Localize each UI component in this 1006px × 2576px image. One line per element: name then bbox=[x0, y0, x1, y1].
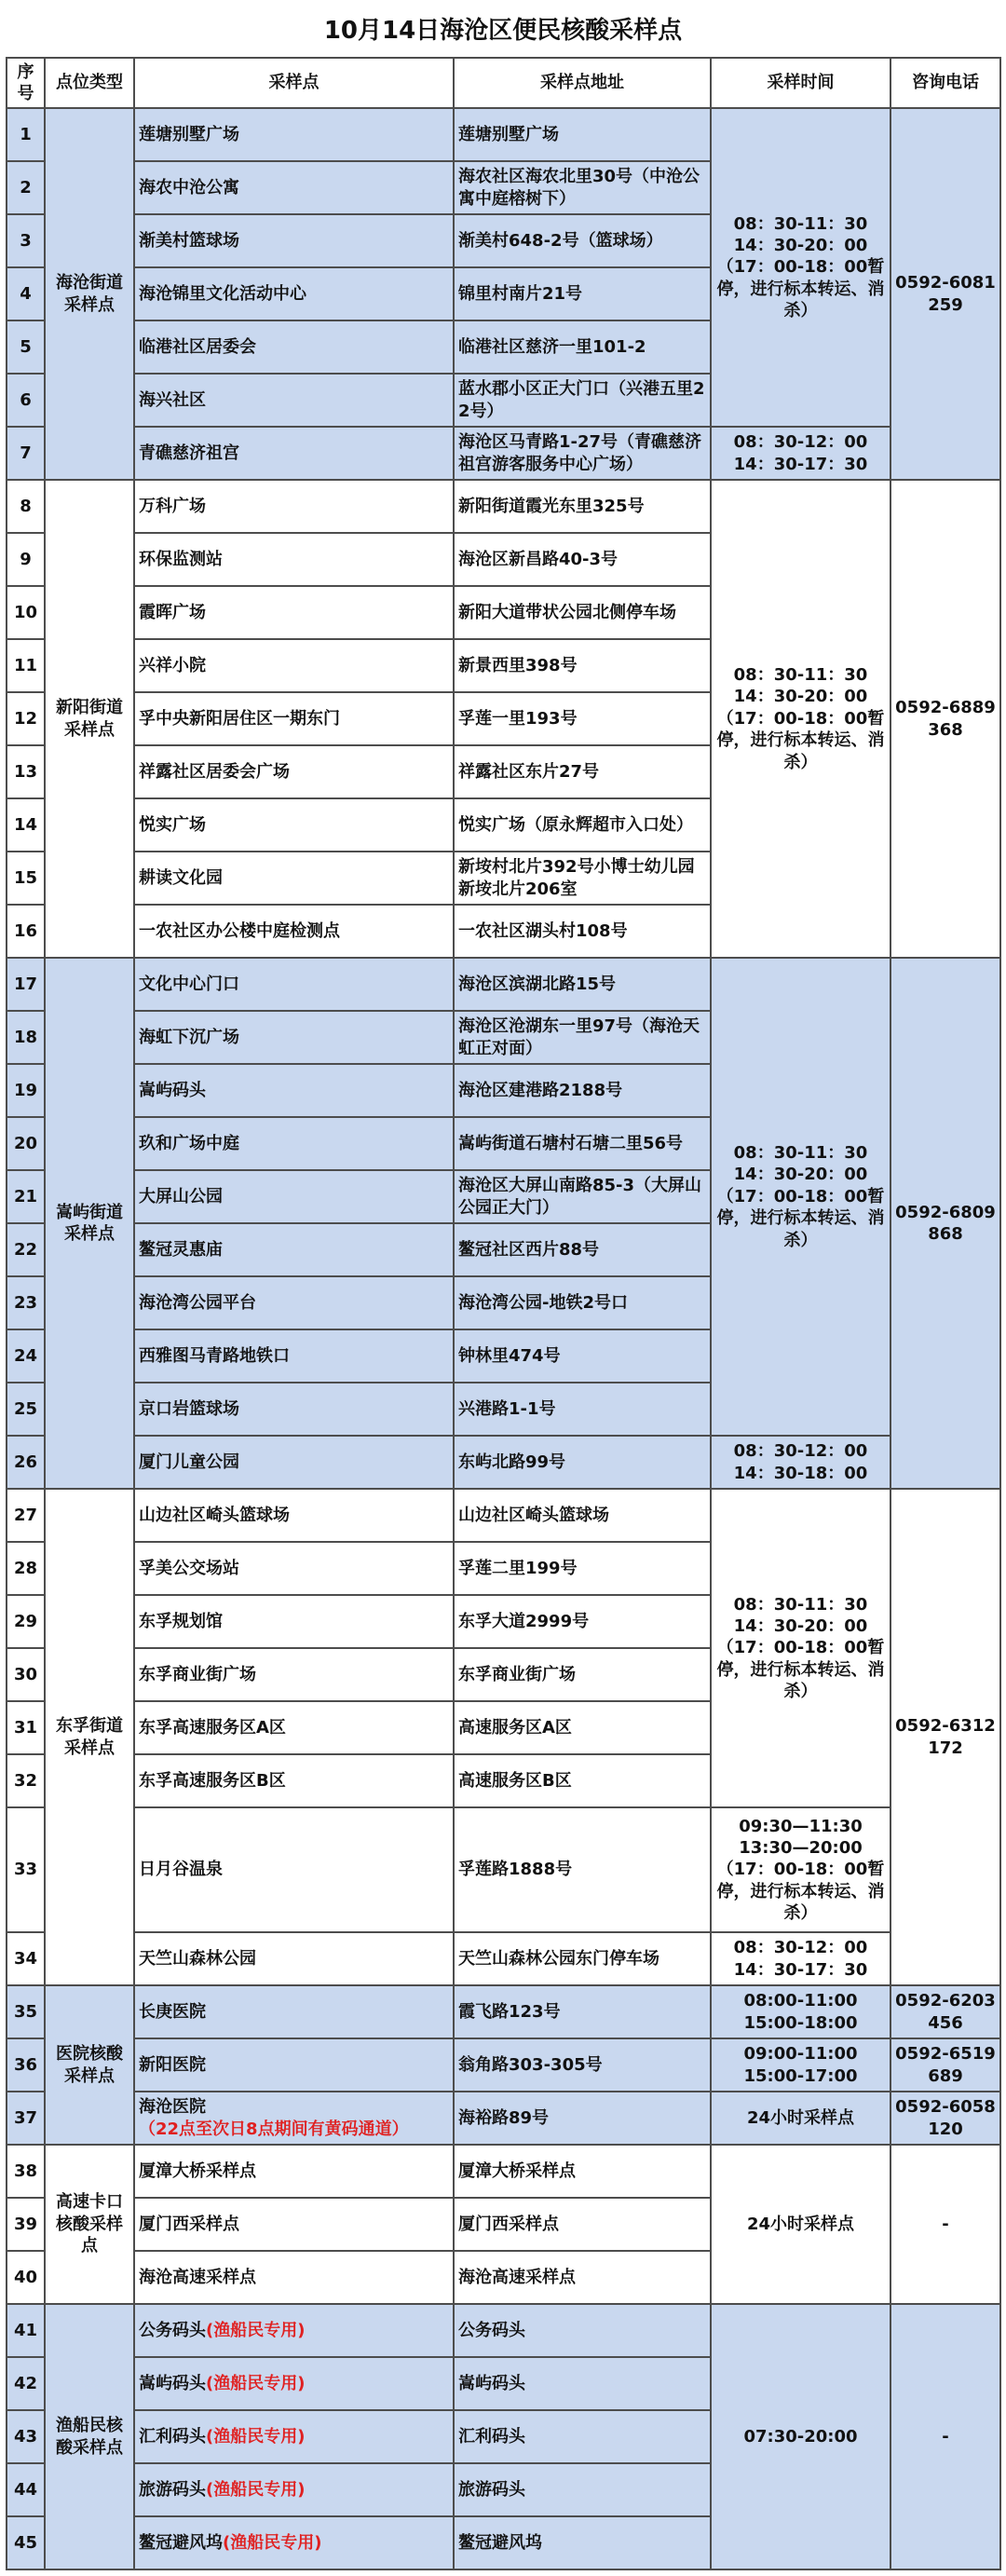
site-address-cell: 蓝水郡小区正大门口（兴港五里22号） bbox=[454, 374, 711, 427]
row-number: 19 bbox=[7, 1064, 45, 1117]
site-address-cell: 锦里村南片21号 bbox=[454, 267, 711, 320]
site-name: 孚中央新阳居住区一期东门 bbox=[139, 708, 340, 729]
row-number: 9 bbox=[7, 533, 45, 586]
row-number: 28 bbox=[7, 1542, 45, 1595]
row-number: 45 bbox=[7, 2516, 45, 2569]
table-row bbox=[7, 1985, 1000, 2038]
site-name: 海沧湾公园平台 bbox=[139, 1292, 256, 1313]
row-number: 37 bbox=[7, 2092, 45, 2145]
row-number: 34 bbox=[7, 1932, 45, 1985]
site-name: 厦漳大桥采样点 bbox=[139, 2160, 256, 2181]
table-row bbox=[7, 958, 1000, 1011]
row-number: 20 bbox=[7, 1117, 45, 1170]
site-address-cell: 莲塘别墅广场 bbox=[454, 108, 711, 161]
sampling-time-line: 15:00-18:00 bbox=[743, 2012, 858, 2033]
sampling-time-line: 14：30-20：00 bbox=[733, 1615, 868, 1636]
sampling-time-line: 08：30-11：30 bbox=[733, 1594, 868, 1615]
sampling-time-line: 15:00-17:00 bbox=[743, 2065, 858, 2086]
sampling-time-line: 08：30-12：00 bbox=[733, 432, 868, 453]
site-name: 渐美村篮球场 bbox=[139, 230, 239, 251]
site-name: 东孚规划馆 bbox=[139, 1611, 223, 1631]
row-number: 36 bbox=[7, 2038, 45, 2092]
table-row bbox=[7, 2304, 1000, 2357]
sampling-time-line: 07:30-20:00 bbox=[743, 2426, 858, 2447]
sampling-time-cell bbox=[711, 1807, 890, 1932]
sampling-time-cell bbox=[711, 1985, 890, 2038]
site-name: 莲塘别墅广场 bbox=[139, 124, 239, 144]
site-name: 临港社区居委会 bbox=[139, 336, 256, 357]
site-name: 悦实广场 bbox=[139, 814, 206, 835]
site-address-cell: 嵩屿码头 bbox=[454, 2357, 711, 2410]
fishermen-only-note: (渔船民专用) bbox=[206, 2373, 306, 2393]
site-name-cell bbox=[134, 320, 454, 374]
sampling-time-cell bbox=[711, 480, 890, 958]
site-name: 大屏山公园 bbox=[139, 1186, 223, 1206]
site-name: 嵩屿码头 bbox=[139, 2373, 206, 2393]
sampling-time-cell bbox=[711, 427, 890, 480]
sampling-time-line: （17：00-18：00暂停，进行标本转运、消杀） bbox=[716, 1186, 885, 1250]
row-number: 8 bbox=[7, 480, 45, 533]
row-number: 31 bbox=[7, 1701, 45, 1754]
table-row bbox=[7, 427, 1000, 480]
site-address-cell: 翁角路303-305号 bbox=[454, 2038, 711, 2092]
sampling-sites-table bbox=[6, 57, 1001, 2570]
sampling-time-line: 08：30-11：30 bbox=[733, 1143, 868, 1164]
site-name-cell bbox=[134, 2145, 454, 2198]
site-address-cell: 渐美村648-2号（篮球场） bbox=[454, 214, 711, 267]
site-name: 汇利码头 bbox=[139, 2426, 206, 2447]
column-header: 采样时间 bbox=[711, 58, 890, 108]
site-name-cell bbox=[134, 533, 454, 586]
site-address-cell: 兴港路1-1号 bbox=[454, 1383, 711, 1436]
site-name-cell bbox=[134, 1011, 454, 1064]
table-row bbox=[7, 480, 1000, 533]
site-name: 兴祥小院 bbox=[139, 655, 206, 675]
site-name-cell bbox=[134, 1807, 454, 1932]
site-name-cell bbox=[134, 1064, 454, 1117]
consult-phone-cell: 0592-6809868 bbox=[890, 958, 1000, 1489]
row-number: 2 bbox=[7, 161, 45, 214]
site-name-cell bbox=[134, 1701, 454, 1754]
site-name: 公务码头 bbox=[139, 2320, 206, 2340]
site-name-cell bbox=[134, 2198, 454, 2251]
site-address-cell: 孚莲二里199号 bbox=[454, 1542, 711, 1595]
point-type-cell: 高速卡口核酸采样点 bbox=[45, 2145, 134, 2304]
site-note: （22点至次日8点期间有黄码通道） bbox=[139, 2119, 409, 2139]
site-name-cell bbox=[134, 267, 454, 320]
site-name-cell bbox=[134, 586, 454, 639]
site-name: 厦门儿童公园 bbox=[139, 1452, 239, 1472]
fishermen-only-note: (渔船民专用) bbox=[223, 2532, 322, 2553]
consult-phone-cell: - bbox=[890, 2145, 1000, 2304]
site-name-cell bbox=[134, 1383, 454, 1436]
site-address-cell: 孚莲一里193号 bbox=[454, 692, 711, 745]
sampling-time-line: 14：30-20：00 bbox=[733, 687, 868, 707]
site-address-cell: 鳌冠社区西片88号 bbox=[454, 1223, 711, 1276]
site-name-cell bbox=[134, 161, 454, 214]
row-number: 29 bbox=[7, 1595, 45, 1648]
table-header-row bbox=[7, 58, 1000, 108]
row-number: 12 bbox=[7, 692, 45, 745]
sampling-time-cell bbox=[711, 2038, 890, 2092]
row-number: 44 bbox=[7, 2463, 45, 2516]
site-name-cell bbox=[134, 1276, 454, 1329]
consult-phone-cell: 0592-6519689 bbox=[890, 2038, 1000, 2092]
row-number: 17 bbox=[7, 958, 45, 1011]
page-title: 10月14日海沧区便民核酸采样点 bbox=[323, 17, 683, 45]
site-address-cell: 海农社区海农北里30号（中沧公寓中庭榕树下） bbox=[454, 161, 711, 214]
site-address-cell: 高速服务区B区 bbox=[454, 1754, 711, 1807]
site-name-cell bbox=[134, 1117, 454, 1170]
row-number: 24 bbox=[7, 1329, 45, 1383]
row-number: 23 bbox=[7, 1276, 45, 1329]
table-row bbox=[7, 1489, 1000, 1542]
row-number: 32 bbox=[7, 1754, 45, 1807]
sampling-time-cell bbox=[711, 108, 890, 427]
point-type-cell: 新阳街道采样点 bbox=[45, 480, 134, 958]
row-number: 38 bbox=[7, 2145, 45, 2198]
site-name: 东孚高速服务区B区 bbox=[139, 1770, 286, 1791]
site-name-cell bbox=[134, 2516, 454, 2569]
site-address-cell: 厦漳大桥采样点 bbox=[454, 2145, 711, 2198]
site-name-cell bbox=[134, 905, 454, 958]
site-address-cell: 新阳街道霞光东里325号 bbox=[454, 480, 711, 533]
fishermen-only-note: (渔船民专用) bbox=[206, 2426, 306, 2447]
column-header: 采样点地址 bbox=[454, 58, 711, 108]
sampling-time-line: 14：30-17：30 bbox=[733, 1959, 868, 1980]
row-number: 39 bbox=[7, 2198, 45, 2251]
fishermen-only-note: (渔船民专用) bbox=[206, 2479, 306, 2500]
site-name-cell bbox=[134, 2357, 454, 2410]
row-number: 15 bbox=[7, 852, 45, 905]
row-number: 14 bbox=[7, 798, 45, 852]
row-number: 26 bbox=[7, 1436, 45, 1489]
site-address-cell: 旅游码头 bbox=[454, 2463, 711, 2516]
site-address-cell: 新景西里398号 bbox=[454, 639, 711, 692]
sampling-time-line: 08：30-12：00 bbox=[733, 1441, 868, 1462]
row-number: 30 bbox=[7, 1648, 45, 1701]
site-name: 日月谷温泉 bbox=[139, 1860, 223, 1880]
site-address-cell: 高速服务区A区 bbox=[454, 1701, 711, 1754]
site-name-cell bbox=[134, 427, 454, 480]
sampling-time-line: （17：00-18：00暂停，进行标本转运、消杀） bbox=[716, 708, 885, 772]
site-name: 一农社区办公楼中庭检测点 bbox=[139, 920, 340, 941]
site-name-cell bbox=[134, 2463, 454, 2516]
site-name: 环保监测站 bbox=[139, 549, 223, 569]
site-name-cell bbox=[134, 1436, 454, 1489]
site-name: 海沧医院 bbox=[139, 2097, 206, 2118]
site-name-cell bbox=[134, 1595, 454, 1648]
row-number: 18 bbox=[7, 1011, 45, 1064]
sampling-time-cell bbox=[711, 958, 890, 1436]
site-name-cell bbox=[134, 1329, 454, 1383]
sampling-time-cell bbox=[711, 2092, 890, 2145]
row-number: 16 bbox=[7, 905, 45, 958]
site-address-cell: 孚莲路1888号 bbox=[454, 1807, 711, 1932]
site-name: 京口岩篮球场 bbox=[139, 1398, 239, 1419]
sampling-time-line: （17：00-18：00暂停，进行标本转运、消杀） bbox=[716, 1638, 885, 1702]
consult-phone-cell: 0592-6081259 bbox=[890, 108, 1000, 480]
consult-phone-cell: - bbox=[890, 2304, 1000, 2569]
consult-phone-cell: 0592-6889368 bbox=[890, 480, 1000, 958]
site-address-cell: 天竺山森林公园东门停车场 bbox=[454, 1932, 711, 1985]
sampling-time-line: 14：30-18：00 bbox=[733, 1463, 868, 1483]
row-number: 4 bbox=[7, 267, 45, 320]
sampling-time-line: 14：30-20：00 bbox=[733, 1165, 868, 1185]
site-address-cell: 海沧区建港路2188号 bbox=[454, 1064, 711, 1117]
site-name-cell bbox=[134, 1223, 454, 1276]
row-number: 5 bbox=[7, 320, 45, 374]
table-row bbox=[7, 1807, 1000, 1932]
site-name-cell bbox=[134, 1542, 454, 1595]
site-address-cell: 海沧区马青路1-27号（青礁慈济祖宫游客服务中心广场） bbox=[454, 427, 711, 480]
site-name: 海兴社区 bbox=[139, 389, 206, 410]
site-name-cell bbox=[134, 1648, 454, 1701]
sampling-time-line: 09:30—11:30 bbox=[739, 1816, 863, 1836]
site-address-cell: 新阳大道带状公园北侧停车场 bbox=[454, 586, 711, 639]
row-number: 22 bbox=[7, 1223, 45, 1276]
point-type-cell: 东孚街道采样点 bbox=[45, 1489, 134, 1985]
site-name: 嵩屿码头 bbox=[139, 1080, 206, 1100]
site-name-cell bbox=[134, 2092, 454, 2145]
column-header: 采样点 bbox=[134, 58, 454, 108]
sampling-time-cell bbox=[711, 1489, 890, 1807]
row-number: 25 bbox=[7, 1383, 45, 1436]
site-name: 西雅图马青路地铁口 bbox=[139, 1345, 290, 1366]
consult-phone-cell: 0592-6203456 bbox=[890, 1985, 1000, 2038]
site-address-cell: 海沧湾公园-地铁2号口 bbox=[454, 1276, 711, 1329]
row-number: 13 bbox=[7, 745, 45, 798]
row-number: 1 bbox=[7, 108, 45, 161]
site-address-cell: 山边社区崎头篮球场 bbox=[454, 1489, 711, 1542]
site-address-cell: 钟林里474号 bbox=[454, 1329, 711, 1383]
row-number: 7 bbox=[7, 427, 45, 480]
sampling-time-line: （17：00-18：00暂停，进行标本转运、消杀） bbox=[716, 257, 885, 321]
row-number: 33 bbox=[7, 1807, 45, 1932]
site-address-cell: 东孚大道2999号 bbox=[454, 1595, 711, 1648]
site-name-cell bbox=[134, 374, 454, 427]
site-name-cell bbox=[134, 1489, 454, 1542]
sampling-time-line: 24小时采样点 bbox=[746, 2214, 855, 2234]
site-name-cell bbox=[134, 214, 454, 267]
site-name-cell bbox=[134, 2251, 454, 2304]
table-row bbox=[7, 1436, 1000, 1489]
site-address-cell: 鳌冠避风坞 bbox=[454, 2516, 711, 2569]
site-name: 山边社区崎头篮球场 bbox=[139, 1505, 290, 1525]
sampling-time-line: 13:30—20:00 bbox=[739, 1837, 863, 1858]
site-name-cell bbox=[134, 480, 454, 533]
site-name: 孚美公交场站 bbox=[139, 1558, 239, 1578]
point-type-cell: 嵩屿街道采样点 bbox=[45, 958, 134, 1489]
site-name-cell bbox=[134, 639, 454, 692]
site-address-cell: 一农社区湖头村108号 bbox=[454, 905, 711, 958]
site-address-cell: 海沧区滨湖北路15号 bbox=[454, 958, 711, 1011]
column-header: 咨询电话 bbox=[890, 58, 1000, 108]
row-number: 6 bbox=[7, 374, 45, 427]
site-address-cell: 霞飞路123号 bbox=[454, 1985, 711, 2038]
row-number: 21 bbox=[7, 1170, 45, 1223]
site-name-cell bbox=[134, 798, 454, 852]
site-address-cell: 新垵村北片392号小博士幼儿园新垵北片206室 bbox=[454, 852, 711, 905]
site-address-cell: 公务码头 bbox=[454, 2304, 711, 2357]
site-name: 耕读文化园 bbox=[139, 867, 223, 888]
site-name: 文化中心门口 bbox=[139, 974, 239, 994]
site-address-cell: 临港社区慈济一里101-2 bbox=[454, 320, 711, 374]
table-row bbox=[7, 2092, 1000, 2145]
site-address-cell: 东屿北路99号 bbox=[454, 1436, 711, 1489]
point-type-cell: 渔船民核酸采样点 bbox=[45, 2304, 134, 2569]
site-name: 万科广场 bbox=[139, 496, 206, 516]
site-address-cell: 汇利码头 bbox=[454, 2410, 711, 2463]
site-name: 东孚商业街广场 bbox=[139, 1664, 256, 1684]
sampling-time-line: 08：30-11：30 bbox=[733, 665, 868, 686]
sampling-time-line: 14：30-20：00 bbox=[733, 235, 868, 255]
table-row bbox=[7, 2145, 1000, 2198]
row-number: 11 bbox=[7, 639, 45, 692]
site-address-cell: 海裕路89号 bbox=[454, 2092, 711, 2145]
table-row bbox=[7, 1932, 1000, 1985]
site-name: 祥露社区居委会广场 bbox=[139, 761, 290, 782]
site-name-cell bbox=[134, 2410, 454, 2463]
point-type-cell: 医院核酸采样点 bbox=[45, 1985, 134, 2145]
consult-phone-cell: 0592-6312172 bbox=[890, 1489, 1000, 1985]
site-name: 海农中沧公寓 bbox=[139, 177, 239, 198]
sampling-time-line: 09:00-11:00 bbox=[743, 2044, 858, 2065]
row-number: 41 bbox=[7, 2304, 45, 2357]
site-name: 天竺山森林公园 bbox=[139, 1948, 256, 1969]
site-name-cell bbox=[134, 2304, 454, 2357]
site-name: 鳌冠避风坞 bbox=[139, 2532, 223, 2553]
table-row bbox=[7, 108, 1000, 161]
sampling-time-line: 24小时采样点 bbox=[746, 2107, 855, 2128]
site-name: 厦门西采样点 bbox=[139, 2214, 239, 2234]
sampling-time-line: 14：30-17：30 bbox=[733, 454, 868, 474]
sampling-time-cell bbox=[711, 2145, 890, 2304]
site-name-cell bbox=[134, 745, 454, 798]
site-name-cell bbox=[134, 1754, 454, 1807]
site-name-cell bbox=[134, 852, 454, 905]
site-address-cell: 厦门西采样点 bbox=[454, 2198, 711, 2251]
column-header: 序号 bbox=[7, 58, 45, 108]
site-address-cell: 海沧区大屏山南路85-3（大屏山公园正大门） bbox=[454, 1170, 711, 1223]
site-address-cell: 海沧高速采样点 bbox=[454, 2251, 711, 2304]
site-name-cell bbox=[134, 692, 454, 745]
sampling-time-cell bbox=[711, 2304, 890, 2569]
site-name: 新阳医院 bbox=[139, 2054, 206, 2075]
site-name: 长庚医院 bbox=[139, 2001, 206, 2022]
sampling-time-line: 08：30-11：30 bbox=[733, 213, 868, 234]
row-number: 42 bbox=[7, 2357, 45, 2410]
site-address-cell: 东孚商业街广场 bbox=[454, 1648, 711, 1701]
row-number: 40 bbox=[7, 2251, 45, 2304]
row-number: 43 bbox=[7, 2410, 45, 2463]
site-name: 东孚高速服务区A区 bbox=[139, 1717, 286, 1738]
site-name-cell bbox=[134, 958, 454, 1011]
site-name: 青礁慈济祖宫 bbox=[139, 443, 239, 463]
table-row bbox=[7, 2038, 1000, 2092]
site-address-cell: 嵩屿街道石塘村石塘二里56号 bbox=[454, 1117, 711, 1170]
row-number: 3 bbox=[7, 214, 45, 267]
sampling-time-line: 08:00-11:00 bbox=[743, 1991, 858, 2011]
site-name-cell bbox=[134, 2038, 454, 2092]
site-name-cell bbox=[134, 1985, 454, 2038]
point-type-cell: 海沧街道采样点 bbox=[45, 108, 134, 480]
site-name-cell bbox=[134, 108, 454, 161]
site-name-cell bbox=[134, 1170, 454, 1223]
consult-phone-cell: 0592-6058120 bbox=[890, 2092, 1000, 2145]
site-address-cell: 祥露社区东片27号 bbox=[454, 745, 711, 798]
site-address-cell: 悦实广场（原永辉超市入口处） bbox=[454, 798, 711, 852]
site-address-cell: 海沧区沧湖东一里97号（海沧天虹正对面） bbox=[454, 1011, 711, 1064]
site-name: 旅游码头 bbox=[139, 2479, 206, 2500]
site-address-cell: 海沧区新昌路40-3号 bbox=[454, 533, 711, 586]
sampling-time-cell bbox=[711, 1436, 890, 1489]
sampling-time-cell bbox=[711, 1932, 890, 1985]
sampling-time-line: 08：30-12：00 bbox=[733, 1938, 868, 1958]
row-number: 35 bbox=[7, 1985, 45, 2038]
fishermen-only-note: (渔船民专用) bbox=[206, 2320, 306, 2340]
site-name: 海虹下沉广场 bbox=[139, 1027, 239, 1047]
row-number: 27 bbox=[7, 1489, 45, 1542]
site-name-cell bbox=[134, 1932, 454, 1985]
site-name: 鳌冠灵惠庙 bbox=[139, 1239, 223, 1260]
site-name: 玖和广场中庭 bbox=[139, 1133, 239, 1153]
site-name: 海沧锦里文化活动中心 bbox=[139, 283, 306, 304]
row-number: 10 bbox=[7, 586, 45, 639]
site-name: 海沧高速采样点 bbox=[139, 2267, 256, 2287]
sampling-time-line: （17：00-18：00暂停，进行标本转运、消杀） bbox=[716, 1860, 885, 1924]
column-header: 点位类型 bbox=[45, 58, 134, 108]
site-name: 霞晖广场 bbox=[139, 602, 206, 622]
